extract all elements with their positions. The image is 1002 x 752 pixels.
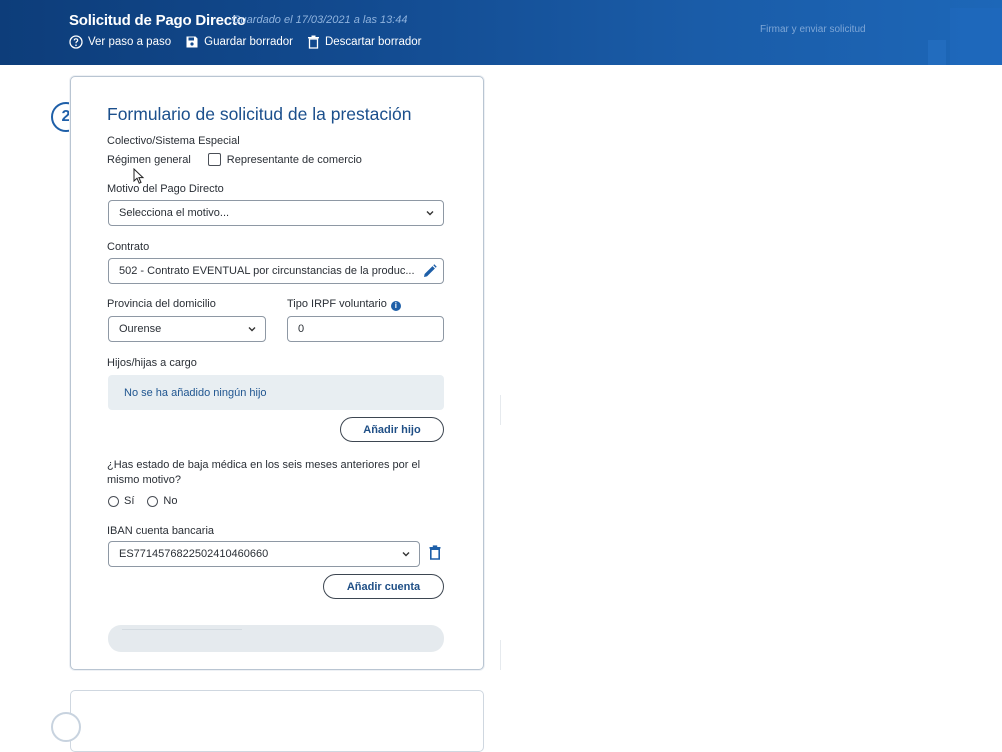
irpf-label-row <box>287 298 401 311</box>
header-decoration <box>950 8 1002 65</box>
trash-icon <box>307 35 320 49</box>
province-select[interactable] <box>108 316 266 342</box>
pencil-icon[interactable] <box>422 264 437 279</box>
page-title: Solicitud de Pago Directo <box>69 12 246 29</box>
iban-value: ES7714576822502410460660 <box>119 548 269 560</box>
placeholder-line <box>122 629 242 630</box>
chevron-down-icon <box>425 208 435 218</box>
irpf-input[interactable] <box>287 316 444 342</box>
children-label: Hijos/hijas a cargo <box>107 357 197 369</box>
children-empty-text: No se ha añadido ningún hijo <box>124 386 267 399</box>
province-label: Provincia del domicilio <box>107 298 216 310</box>
contract-field[interactable] <box>108 258 444 284</box>
yes-radio[interactable] <box>108 496 119 507</box>
question-circle-icon <box>69 35 83 49</box>
step-indicator: 2 <box>51 102 81 132</box>
add-child-button[interactable]: Añadir hijo <box>340 417 444 442</box>
next-step-indicator <box>51 712 81 742</box>
irpf-label: Tipo IRPF voluntario <box>287 298 387 310</box>
form-title: Formulario de solicitud de la prestación <box>107 104 412 124</box>
motivo-select[interactable] <box>108 200 444 226</box>
header-decoration <box>928 40 946 65</box>
motivo-placeholder: Selecciona el motivo... <box>119 207 230 219</box>
discard-draft-label: Descartar borrador <box>324 36 422 48</box>
help-label: Ver paso a paso <box>88 36 172 48</box>
header-actions <box>69 35 422 49</box>
divider <box>500 395 501 425</box>
save-draft-button[interactable] <box>185 35 293 49</box>
contract-value: 502 - Contrato EVENTUAL por circunstancias de la produc... <box>119 265 415 277</box>
iban-label: IBAN cuenta bancaria <box>107 525 215 537</box>
delete-account-icon[interactable] <box>429 545 441 560</box>
collective-label: Colectivo/Sistema Especial <box>107 135 240 147</box>
sign-and-send-button[interactable]: Firmar y enviar solicitud <box>760 24 866 35</box>
save-draft-label: Guardar borrador <box>204 36 293 48</box>
regime-row <box>107 153 362 166</box>
discard-draft-button[interactable] <box>307 35 422 49</box>
info-icon[interactable]: i <box>391 301 401 311</box>
chevron-down-icon <box>247 324 257 334</box>
next-step-card <box>70 690 484 752</box>
sick-leave-question: ¿Has estado de baja médica en los seis meses anteriores por el mismo motivo? <box>107 459 421 486</box>
commerce-checkbox-label: Representante de comercio <box>226 153 362 166</box>
irpf-value: 0 <box>298 323 305 335</box>
saved-timestamp: Guardado el 17/03/2021 a las 13:44 <box>232 14 408 26</box>
floppy-disk-icon <box>185 35 199 49</box>
children-empty-box <box>108 375 444 410</box>
regime-value: Régimen general <box>107 153 191 166</box>
divider <box>500 640 501 670</box>
province-value: Ourense <box>119 323 162 335</box>
submit-placeholder-bar <box>108 625 444 652</box>
contract-label: Contrato <box>107 241 150 253</box>
sick-leave-radio-group <box>108 495 177 507</box>
top-bar <box>0 0 1002 65</box>
no-label: No <box>163 495 178 507</box>
add-account-button[interactable]: Añadir cuenta <box>323 574 444 599</box>
commerce-checkbox[interactable] <box>208 153 221 166</box>
motivo-label: Motivo del Pago Directo <box>107 183 224 195</box>
chevron-down-icon <box>401 549 411 559</box>
mouse-cursor-icon <box>133 168 145 185</box>
help-button[interactable] <box>69 35 171 49</box>
no-radio[interactable] <box>147 496 158 507</box>
yes-label: Sí <box>124 495 135 507</box>
iban-select[interactable] <box>108 541 420 567</box>
